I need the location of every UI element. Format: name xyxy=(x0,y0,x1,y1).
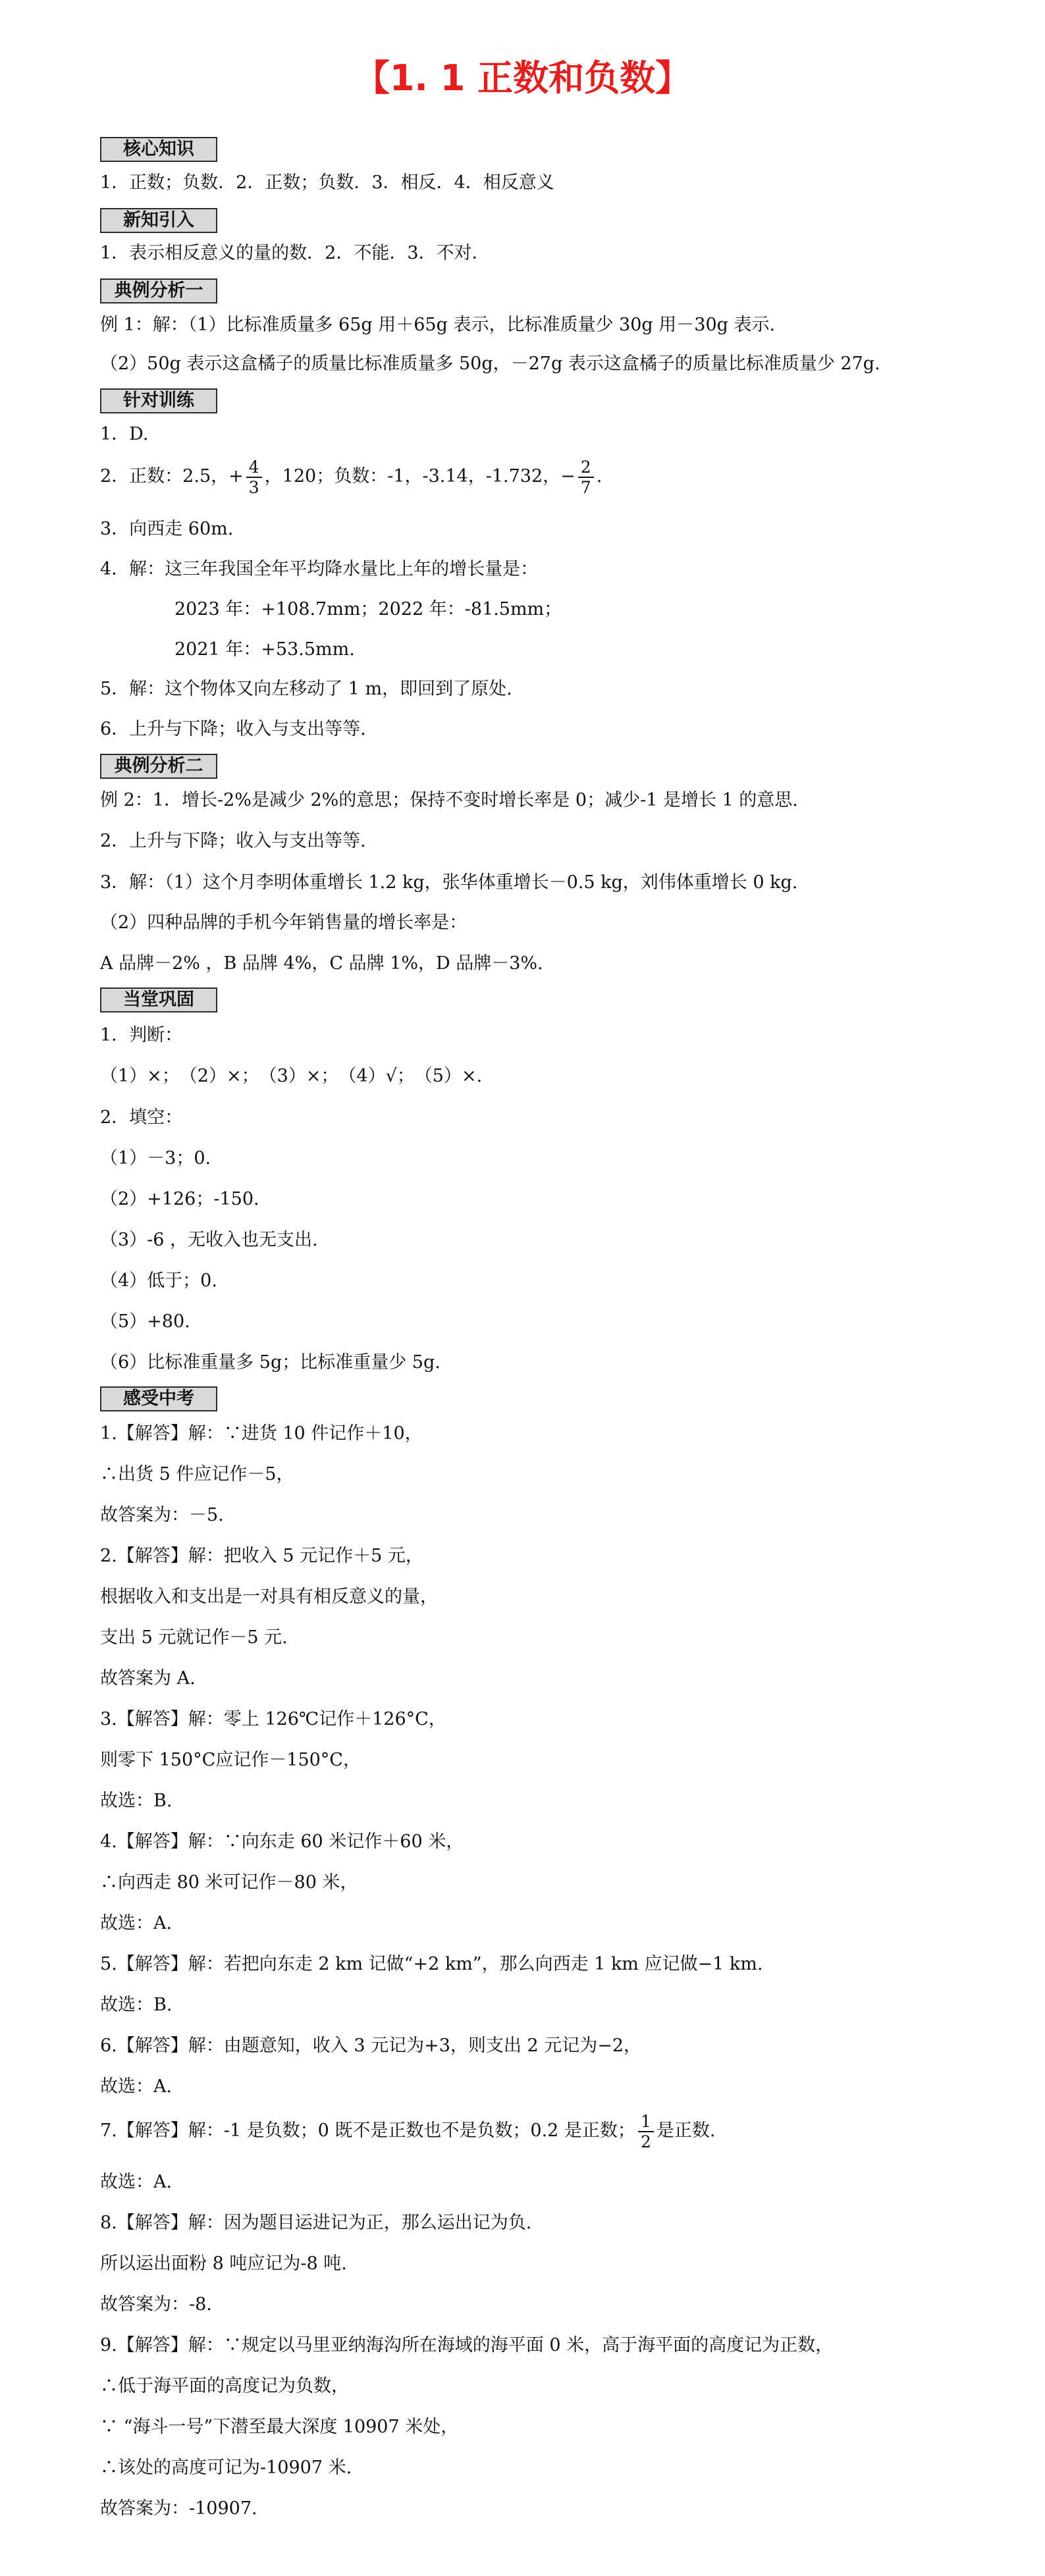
text-line: 故选：B. xyxy=(100,1791,173,1811)
numerator: 4 xyxy=(246,458,262,478)
text-line: 支出 5 元就记作－5 元. xyxy=(100,1627,288,1648)
text-line: 2021 年：+53.5mm. xyxy=(174,639,355,660)
text-line-with-fractions xyxy=(100,457,602,497)
text-line: 例 1：解：（1）比标准质量多 65g 用＋65g 表示，比标准质量少 30g 用－30g 表示. xyxy=(100,315,776,335)
fraction xyxy=(638,2112,654,2151)
text-line: 故选：A. xyxy=(100,1913,173,1933)
denominator: 2 xyxy=(640,2132,651,2151)
sign: + xyxy=(228,466,244,486)
text-line: 6．上升与下降；收入与支出等等. xyxy=(100,719,366,739)
text-line: 故答案为 A. xyxy=(100,1668,196,1689)
text-line: （1）－3；0. xyxy=(100,1148,211,1169)
text-line: 1.【解答】解：∵进货 10 件记作＋10， xyxy=(100,1423,423,1444)
text-run: 7.【解答】解：-1 是负数；0 既不是正数也不是负数；0.2 是正数； xyxy=(100,2120,635,2141)
text-line: （6）比标准重量多 5g；比标准重量少 5g. xyxy=(100,1352,441,1373)
text-line: 2．填空： xyxy=(100,1107,183,1128)
text-line: 5.【解答】解：若把向东走 2 km 记做“+2 km”，那么向西走 1 km 应记做−1 km. xyxy=(100,1954,763,1974)
section-heading-example2: 典例分析二 xyxy=(100,754,217,779)
text-line: ∴出货 5 件应记作－5， xyxy=(100,1464,294,1485)
section-heading-example1: 典例分析一 xyxy=(100,278,217,303)
section-heading-intro: 新知引入 xyxy=(100,208,217,233)
text-line: （2）+126；-150. xyxy=(100,1189,259,1209)
text-line: 根据收入和支出是一对具有相反意义的量， xyxy=(100,1587,438,1607)
text-line: 故答案为：－5. xyxy=(100,1505,224,1525)
text-line: 3．向西走 60m. xyxy=(100,519,234,539)
text-line: （5）+80. xyxy=(100,1311,190,1332)
section-heading-exam: 感受中考 xyxy=(100,1386,217,1411)
text-line: ∴向西走 80 米可记作－80 米， xyxy=(100,1872,358,1893)
text-line: （2）四种品牌的手机今年销售量的增长率是： xyxy=(100,912,468,933)
text-line: （4）低于；0. xyxy=(100,1271,217,1291)
text-line: 故选：A. xyxy=(100,2076,173,2097)
text-line-with-fraction xyxy=(100,2111,715,2151)
text-line: 故答案为：-10907. xyxy=(100,2498,257,2519)
text-run: 是正数. xyxy=(656,2120,716,2141)
text-line: 1．判断： xyxy=(100,1025,183,1045)
text-line: 4.【解答】解：∵向东走 60 米记作＋60 米， xyxy=(100,1831,464,1852)
text-line: 3．解：（1）这个月李明体重增长 1.2 kg，张华体重增长－0.5 kg，刘伟体重增长 0 kg. xyxy=(100,872,798,893)
section-heading-core: 核心知识 xyxy=(100,137,217,162)
text-line: ∴低于海平面的高度记为负数， xyxy=(100,2376,349,2396)
text-line: 1．表示相反意义的量的数．2．不能．3．不对． xyxy=(100,243,490,263)
section-heading-practice: 针对训练 xyxy=(100,388,217,413)
text-line: （3）-6 ，无收入也无支出. xyxy=(100,1230,318,1250)
text-line: （1）×； （2）×； （3）×； （4）√； （5）×. xyxy=(100,1066,483,1086)
page-title: 【1. 1 正数和负数】 xyxy=(354,57,691,99)
text-line: 1．D. xyxy=(100,424,149,444)
section-heading-consolidate: 当堂巩固 xyxy=(100,987,217,1012)
text-line: 2.【解答】解：把收入 5 元记作＋5 元， xyxy=(100,1546,423,1566)
text-line: A 品牌－2% ，B 品牌 4%，C 品牌 1%，D 品牌－3%. xyxy=(100,953,543,974)
text-line: ∵ “海斗一号”下潜至最大深度 10907 米处， xyxy=(100,2417,459,2437)
text-line: 1．正数；负数．2．正数；负数．3．相反．4．相反意义 xyxy=(100,172,554,193)
text-line: 故选：B. xyxy=(100,1995,173,2015)
numerator: 1 xyxy=(638,2112,654,2132)
text-line: 则零下 150°C应记作－150°C， xyxy=(100,1750,361,1770)
text-line: 故选：A. xyxy=(100,2172,173,2192)
text-line: 2．上升与下降；收入与支出等等. xyxy=(100,831,366,851)
text-line: 3.【解答】解：零上 126℃记作＋126°C， xyxy=(100,1709,446,1729)
text-line: （2）50g 表示这盒橘子的质量比标准质量多 50g，－27g 表示这盒橘子的质量比标准质量少 27g. xyxy=(100,354,880,374)
text-line: 5．解：这个物体又向左移动了 1 m，即回到了原处. xyxy=(100,679,512,699)
text-line: 9.【解答】解：∵规定以马里亚纳海沟所在海域的海平面 0 米，高于海平面的高度记为正数， xyxy=(100,2335,834,2355)
sign: − xyxy=(560,466,576,486)
text-line: 8.【解答】解：因为题目运进记为正，那么运出记为负. xyxy=(100,2213,532,2233)
fraction xyxy=(246,458,262,497)
text-line: 2023 年：+108.7mm；2022 年：-81.5mm； xyxy=(174,599,562,619)
denominator: 3 xyxy=(248,477,259,497)
text-line: 4．解：这三年我国全年平均降水量比上年的增长量是： xyxy=(100,559,539,579)
text-run: ，120；负数：-1，-3.14，-1.732， xyxy=(264,466,561,486)
numerator: 2 xyxy=(578,458,594,478)
fraction xyxy=(578,458,594,497)
text-line: 故答案为：-8. xyxy=(100,2294,212,2315)
text-run: 2．正数：2.5， xyxy=(100,466,229,486)
text-run: . xyxy=(596,466,603,486)
text-line: 6.【解答】解：由题意知，收入 3 元记为+3，则支出 2 元记为−2， xyxy=(100,2036,642,2056)
denominator: 7 xyxy=(580,477,591,497)
text-line: 例 2：1．增长-2%是减少 2%的意思；保持不变时增长率是 0；减少-1 是增长 1 的意思. xyxy=(100,790,798,810)
text-line: ∴该处的高度可记为-10907 米. xyxy=(100,2458,352,2478)
text-line: 所以运出面粉 8 吨应记为-8 吨. xyxy=(100,2253,347,2274)
